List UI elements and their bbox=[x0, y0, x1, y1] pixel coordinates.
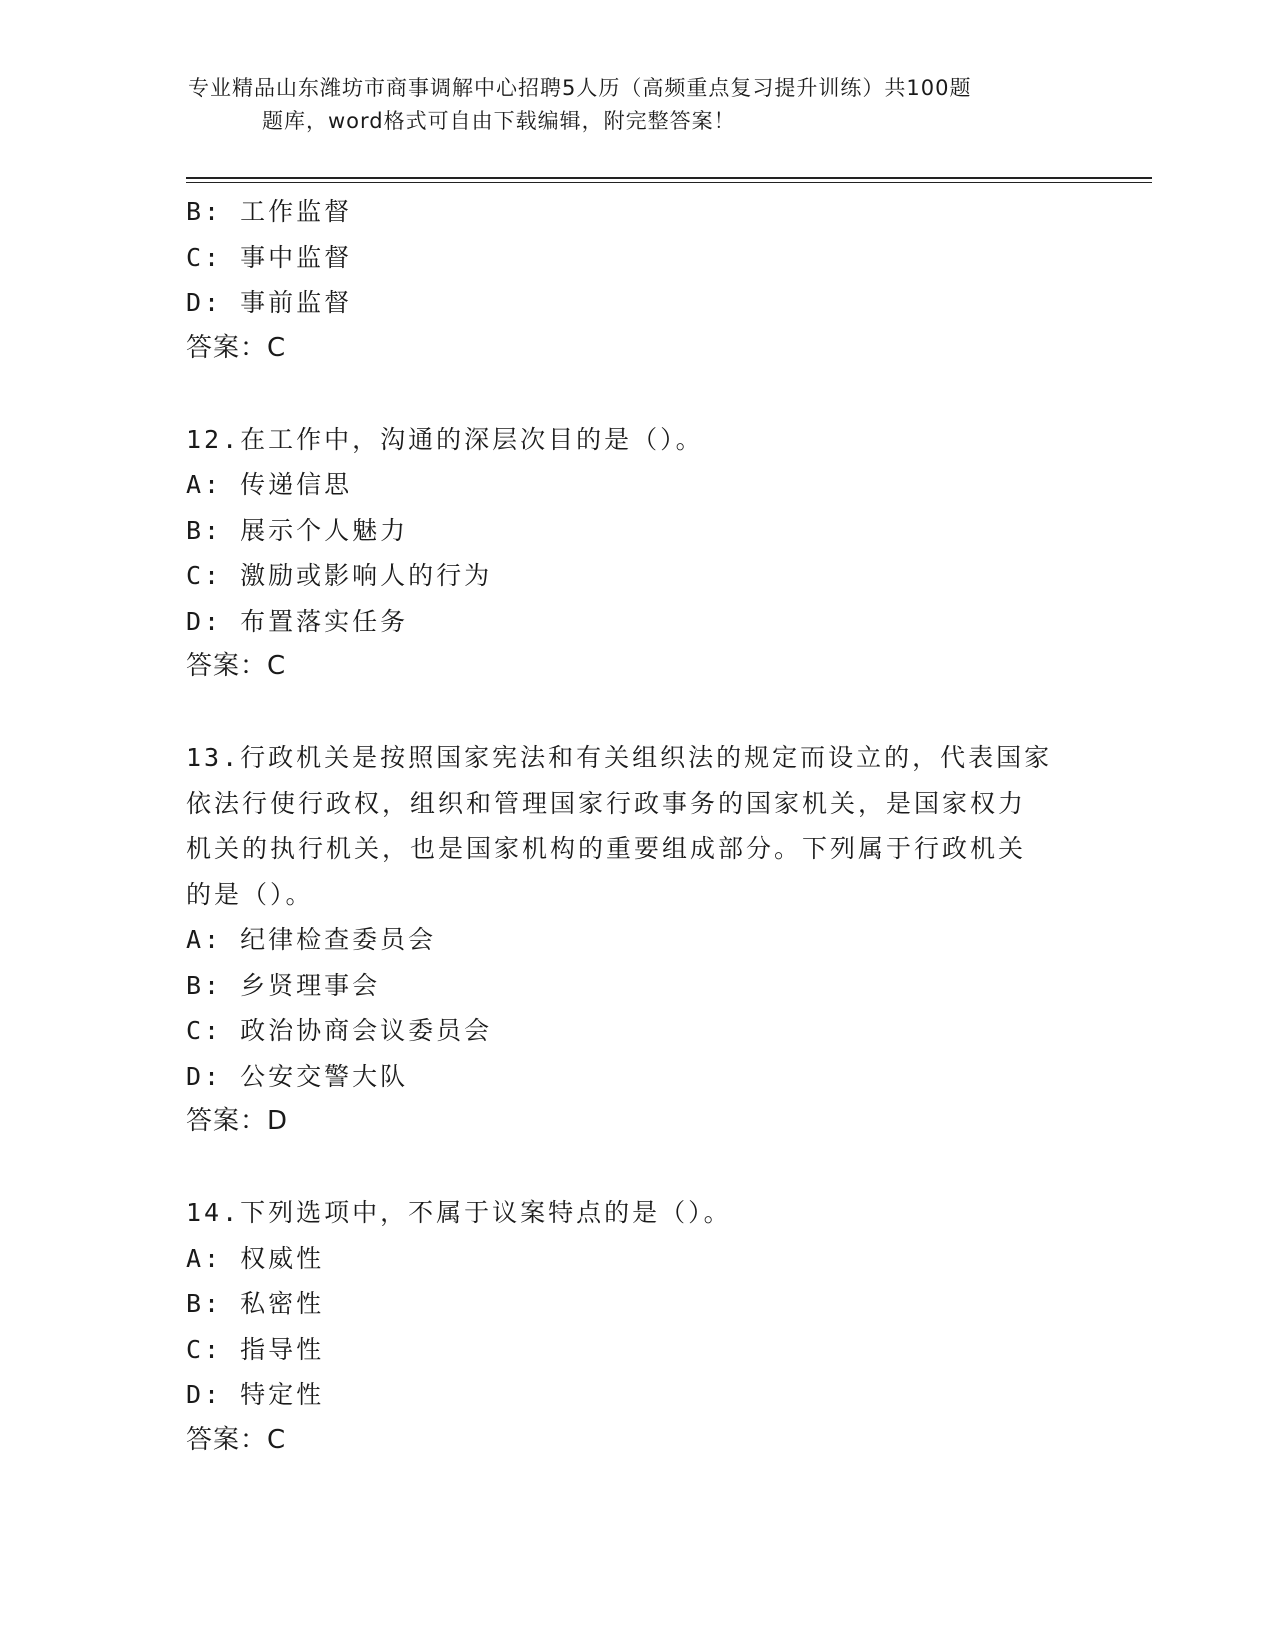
header-title-line-1: 专业精品山东潍坊市商事调解中心招聘5人历（高频重点复习提升训练）共100题 bbox=[188, 76, 972, 100]
option-d: D: 布置落实任务 bbox=[186, 606, 409, 636]
header-title-line-2: 题库，word格式可自由下载编辑，附完整答案！ bbox=[262, 109, 736, 133]
spacer bbox=[186, 690, 1086, 736]
option-b: B: 私密性 bbox=[186, 1289, 325, 1318]
option-b: B: 工作监督 bbox=[186, 197, 353, 226]
option-c: C: 政治协商会议委员会 bbox=[186, 1016, 493, 1045]
option-b: B: 乡贤理事会 bbox=[186, 970, 381, 1000]
option-d: D: 特定性 bbox=[186, 1380, 325, 1409]
question-stem: 12.在工作中，沟通的深层次目的是（）。 bbox=[186, 424, 704, 454]
question-list bbox=[186, 189, 1086, 1463]
spacer bbox=[186, 1145, 1086, 1191]
option-d: D: 事前监督 bbox=[186, 288, 353, 317]
document-header bbox=[188, 72, 1088, 138]
question-11 bbox=[186, 189, 1086, 371]
question-stem-line: 依法行使行政权，组织和管理国家行政事务的国家机关，是国家权力 bbox=[186, 788, 1027, 818]
option-a: A: 纪律检查委员会 bbox=[186, 925, 437, 954]
option-b: B: 展示个人魅力 bbox=[186, 515, 409, 545]
option-a: A: 传递信思 bbox=[186, 470, 353, 499]
question-stem-line: 机关的执行机关，也是国家机构的重要组成部分。下列属于行政机关 bbox=[186, 834, 1027, 863]
question-14 bbox=[186, 1190, 1086, 1463]
question-stem-line: 13.行政机关是按照国家宪法和有关组织法的规定而设立的，代表国家 bbox=[186, 743, 1053, 772]
answer: 答案：C bbox=[186, 1424, 287, 1455]
option-c: C: 激励或影响人的行为 bbox=[186, 561, 493, 590]
option-a: A: 权威性 bbox=[186, 1243, 325, 1273]
question-stem: 14.下列选项中，不属于议案特点的是（）。 bbox=[186, 1198, 732, 1227]
question-stem-line: 的是（）。 bbox=[186, 879, 314, 909]
answer: 答案：C bbox=[186, 332, 287, 363]
option-c: C: 事中监督 bbox=[186, 242, 353, 272]
spacer bbox=[186, 371, 1086, 417]
header-divider-thick bbox=[186, 177, 1152, 179]
question-12 bbox=[186, 417, 1086, 690]
option-c: C: 指导性 bbox=[186, 1334, 325, 1364]
answer: 答案：D bbox=[186, 1106, 289, 1136]
option-d: D: 公安交警大队 bbox=[186, 1061, 409, 1091]
header-divider-thin bbox=[186, 182, 1152, 183]
question-13 bbox=[186, 735, 1086, 1145]
answer: 答案：C bbox=[186, 651, 287, 681]
